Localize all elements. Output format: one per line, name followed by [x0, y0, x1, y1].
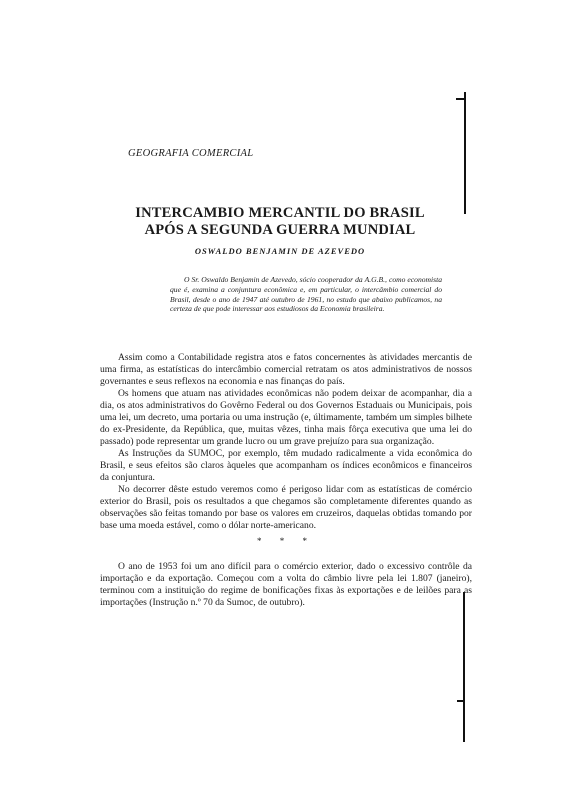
margin-rule-bottom-tick — [457, 700, 465, 702]
body-paragraph-5: O ano de 1953 foi um ano difícil para o comércio exterior, dado o excessivo contrôle da importação e da exportação. Começou com a volta do câmbio livre pela lei 1.807 (janeiro), terminou com a instituição do regime de bonificações fixas às exportações e de leilões para as importações (Instrução n.º 70 da Sumoc, de outubro). — [100, 561, 472, 608]
article-author: OSWALDO BENJAMIN DE AZEVEDO — [194, 246, 366, 256]
margin-rule-bottom — [463, 592, 465, 742]
margin-rule-top-cap — [456, 98, 466, 100]
article-body — [100, 352, 472, 609]
section-separator: * * * — [257, 536, 315, 546]
article-title — [110, 205, 450, 239]
body-paragraph-1: Assim como a Contabilidade registra atos e fatos concernentes às atividades mercantis de uma firma, as estatísticas do intercâmbio comercial retratam os atos administrativos de nossos governantes e seus reflexos na economia e nas finanças do país. — [100, 352, 472, 387]
body-paragraph-4: No decorrer dêste estudo veremos como é perigoso lidar com as estatísticas de comércio exterior do Brasil, pois os resultados a que chegamos são completamente diferentes quando as observações são feitas tomando por base os valores em cruzeiros, daquelas obtidas tomando por base uma moeda estável, como o dólar norte-americano. — [100, 484, 472, 531]
article-title-line-1: INTERCAMBIO MERCANTIL DO BRASIL — [135, 205, 425, 221]
margin-rule-top — [464, 92, 466, 214]
article-title-line-2: APÓS A SEGUNDA GUERRA MUNDIAL — [144, 222, 416, 238]
body-paragraph-2: Os homens que atuam nas atividades econômicas não podem deixar de acompanhar, dia a dia, os atos administrativos do Govêrno Federal ou dos Governos Estaduais ou Municipais, pois uma lei, um decreto, uma portaria ou uma instrução (e, últimamente, também um simples bilhete do ex-Presidente, da República, que, muitas vêzes, tinha mais fôrça executiva que uma lei do passado) pode representar um grande lucro ou um grave prejuízo para sua organização. — [100, 388, 472, 447]
body-paragraph-3: As Instruções da SUMOC, por exemplo, têm mudado radicalmente a vida econômica do Brasil, e seus efeitos são claros àqueles que acompanham os índices econômicos e financeiros da conjuntura. — [100, 448, 472, 483]
article-intro: O Sr. Oswaldo Benjamin de Azevedo, sócio cooperador da A.G.B., como economista que é, examina a conjuntura econômica e, em particular, o intercâmbio comercial do Brasil, desde o ano de 1947 até outubro de 1961, no estudo que abaixo publicamos, na certeza de que pode interessar aos estudiosos da Economia brasileira. — [170, 275, 442, 314]
section-heading: GEOGRAFIA COMERCIAL — [128, 148, 254, 159]
